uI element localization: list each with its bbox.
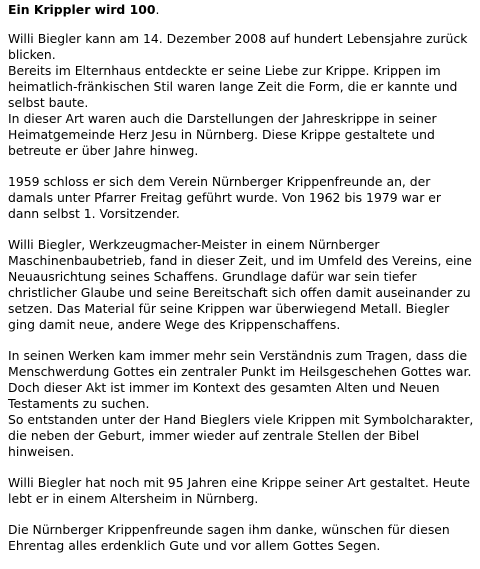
document [8,2,474,569]
paragraph-verein: 1959 schloss er sich dem Verein Nürnberger Krippenfreunde an, der damals unter Pfarrer Freitag geführt wurde. Von 1962 bis 1979 war er dann selbst 1. Vorsitzender. [8,174,442,221]
paragraph-schaffen: Willi Biegler, Werkzeugmacher-Meister in einem Nürnberger Maschinenbaubetrieb, fand in dieser Zeit, und im Umfeld des Vereins, eine Neuausrichtung seines Schaffens. Grundlage dafür war sein tiefer christlicher Glaube und seine Bereitschaft sich offen damit auseinander zu setzen. Das Material für seine Krippen war überwiegend Metall. Biegler ging damit neue, andere Wege des Krippenschaffens. [8,237,472,332]
paragraph-werke: In seinen Werken kam immer mehr sein Verständnis zum Tragen, dass die Menschwerdung Gottes ein zentraler Punkt im Heilsgeschehen Gottes war. Doch dieser Akt ist immer im Kontext des gesamten Alten und Neuen Testaments zu suchen. So entstanden unter der Hand Bieglers viele Krippen mit Symbolcharakter, die neben der Geburt, immer wieder auf zentrale Stellen der Bibel hinweisen. [8,348,474,459]
document-title [8,2,474,18]
title-text: Ein Krippler wird 100 [8,2,156,17]
paragraph-intro: Willi Biegler kann am 14. Dezember 2008 auf hundert Lebensjahre zurück blicken. Bereits im Elternhaus entdeckte er seine Liebe zur Krippe. Krippen im heimatlich-fränkischen Stil waren lange Zeit die Form, die er kannte und selbst baute. In dieser Art waren auch die Darstellungen der Jahreskrippe in seiner Heimatgemeinde Herz Jesu in Nürnberg. Diese Krippe gestaltete und betreute er über Jahre hinweg. [8,31,468,158]
paragraph-alter: Willi Biegler hat noch mit 95 Jahren eine Krippe seiner Art gestaltet. Heute lebt er in einem Altersheim in Nürnberg. [8,475,471,506]
paragraph-dank: Die Nürnberger Krippenfreunde sagen ihm danke, wünschen für diesen Ehrentag alles erdenklich Gute und vor allem Gottes Segen. [8,522,450,553]
title-period: . [155,2,160,17]
